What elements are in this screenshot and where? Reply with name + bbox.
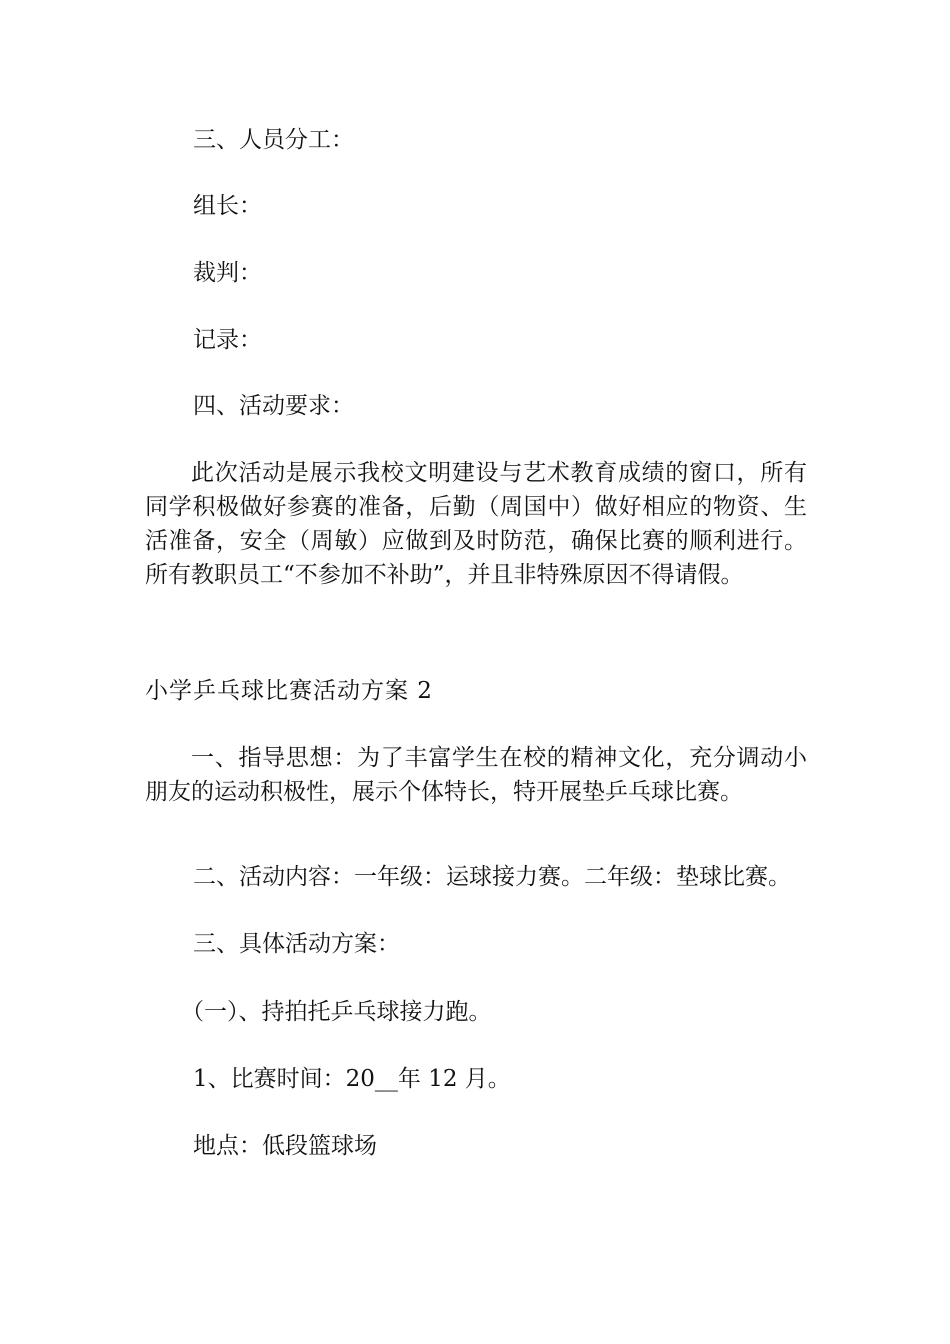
referee-label: 裁判： <box>193 260 262 286</box>
guiding-ideology-paragraph: 一、指导思想：为了丰富学生在校的精神文化，充分调动小朋友的运动积极性，展示个体特长，特开展垫乒乓球比赛。 <box>145 745 807 805</box>
match-time-line: 1、比赛时间：20__年 12 月。 <box>193 1066 511 1092</box>
activity-requirements-paragraph: 此次活动是展示我校文明建设与艺术教育成绩的窗口，所有同学积极做好参赛的准备，后勤（周国中）做好相应的物资、生活准备，安全（周敏）应做到及时防范，确保比赛的顺利进行。所有教职员工“不参加不补助”，并且非特殊原因不得请假。 <box>145 460 807 588</box>
sub-item-1-line: （一）、持拍托乒乓球接力跑。 <box>181 999 492 1025</box>
activity-content-line: 二、活动内容：一年级：运球接力赛。二年级：垫球比赛。 <box>193 864 791 890</box>
plan-2-title: 小学乒乓球比赛活动方案 2 <box>145 678 433 704</box>
recorder-label: 记录： <box>193 327 262 353</box>
section-3-title: 三、人员分工： <box>193 127 354 153</box>
leader-label: 组长： <box>193 193 262 219</box>
specific-plan-title: 三、具体活动方案： <box>193 931 400 957</box>
venue-line: 地点：低段篮球场 <box>193 1133 377 1159</box>
section-4-title: 四、活动要求： <box>193 393 354 419</box>
